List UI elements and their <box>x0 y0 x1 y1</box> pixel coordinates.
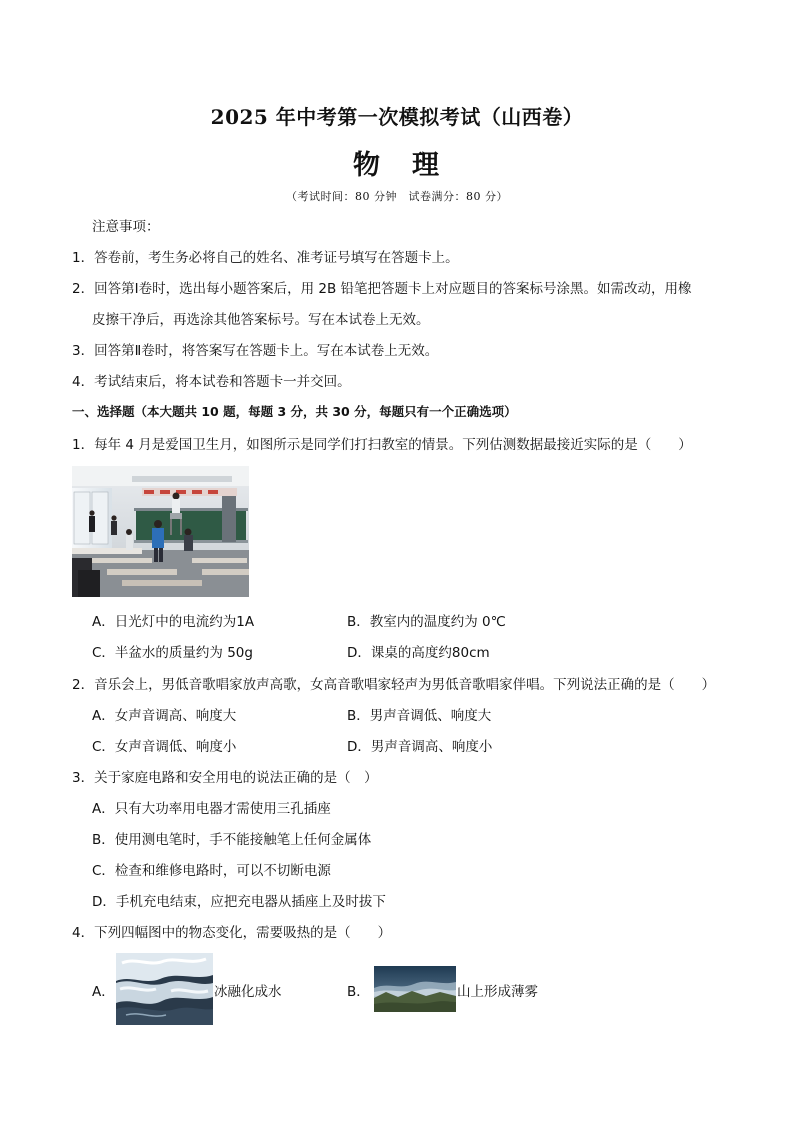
question-4-option-a-text: 冰融化成水 <box>214 984 282 1000</box>
question-3-option-c: C．检查和维修电路时，可以不切断电源 <box>92 863 331 879</box>
question-4-stem: 4．下列四幅图中的物态变化，需要吸热的是（ ） <box>72 925 392 941</box>
question-4-option-b-label: B． <box>347 984 370 1000</box>
note-item-4: 4．考试结束后，将本试卷和答题卡一并交回。 <box>72 374 351 390</box>
exam-title: 2025 年中考第一次模拟考试（山西卷） <box>210 105 584 129</box>
question-2-option-c: C．女声音调低、响度小 <box>92 739 237 755</box>
question-2-option-d: D．男声音调高、响度小 <box>347 739 493 755</box>
question-1-option-d: D．课桌的高度约80cm <box>347 645 490 661</box>
question-2-stem: 2．音乐会上，男低音歌唱家放声高歌，女高音歌唱家轻声为男低音歌唱家伴唱。下列说法正确的是（ ） <box>72 677 716 693</box>
question-3-stem: 3．关于家庭电路和安全用电的说法正确的是（ ） <box>72 770 378 786</box>
note-item-1: 1．答卷前，考生务必将自己的姓名、准考证号填写在答题卡上。 <box>72 250 459 266</box>
notes-heading: 注意事项： <box>92 219 160 235</box>
subject-char-1: 物 <box>353 150 382 181</box>
classroom-photo <box>72 466 249 597</box>
question-3-option-b: B．使用测电笔时，手不能接触笔上任何金属体 <box>92 832 372 848</box>
question-4-option-a-label: A． <box>92 984 115 1000</box>
question-1-option-b: B．教室内的温度约为 0℃ <box>347 614 506 630</box>
exam-info: （考试时间：80 分钟 试卷满分：80 分） <box>286 190 508 203</box>
classroom-cleaning-image <box>72 466 249 597</box>
note-item-2: 2．回答第Ⅰ卷时，选出每小题答案后，用 2B 铅笔把答题卡上对应题目的答案标号涂黑。如需改动，用橡 <box>72 281 692 297</box>
question-3-option-d: D．手机充电结束，应把充电器从插座上及时拔下 <box>92 894 386 910</box>
note-item-2-cont: 皮擦干净后，再选涂其他答案标号。写在本试卷上无效。 <box>92 312 430 328</box>
question-1-stem: 1．每年 4 月是爱国卫生月，如图所示是同学们打扫教室的情景。下列估测数据最接近实际的是（ ） <box>72 437 692 453</box>
section-heading: 一、选择题（本大题共 10 题，每题 3 分，共 30 分，每题只有一个正确选项） <box>72 404 517 419</box>
ice-melting-image <box>116 953 213 1025</box>
question-2-option-a: A．女声音调高、响度大 <box>92 708 237 724</box>
subject-heading <box>0 143 794 182</box>
question-3-option-a: A．只有大功率用电器才需使用三孔插座 <box>92 801 331 817</box>
question-2-option-b: B．男声音调低、响度大 <box>347 708 492 724</box>
note-item-3: 3．回答第Ⅱ卷时，将答案写在答题卡上。写在本试卷上无效。 <box>72 343 439 359</box>
question-1-option-a: A．日光灯中的电流约为1A <box>92 614 255 630</box>
question-4-option-b-text: 山上形成薄雾 <box>457 984 538 1000</box>
mountain-mist-image <box>374 966 456 1012</box>
subject-char-2: 理 <box>412 150 441 181</box>
question-1-option-c: C．半盆水的质量约为 50g <box>92 645 253 661</box>
